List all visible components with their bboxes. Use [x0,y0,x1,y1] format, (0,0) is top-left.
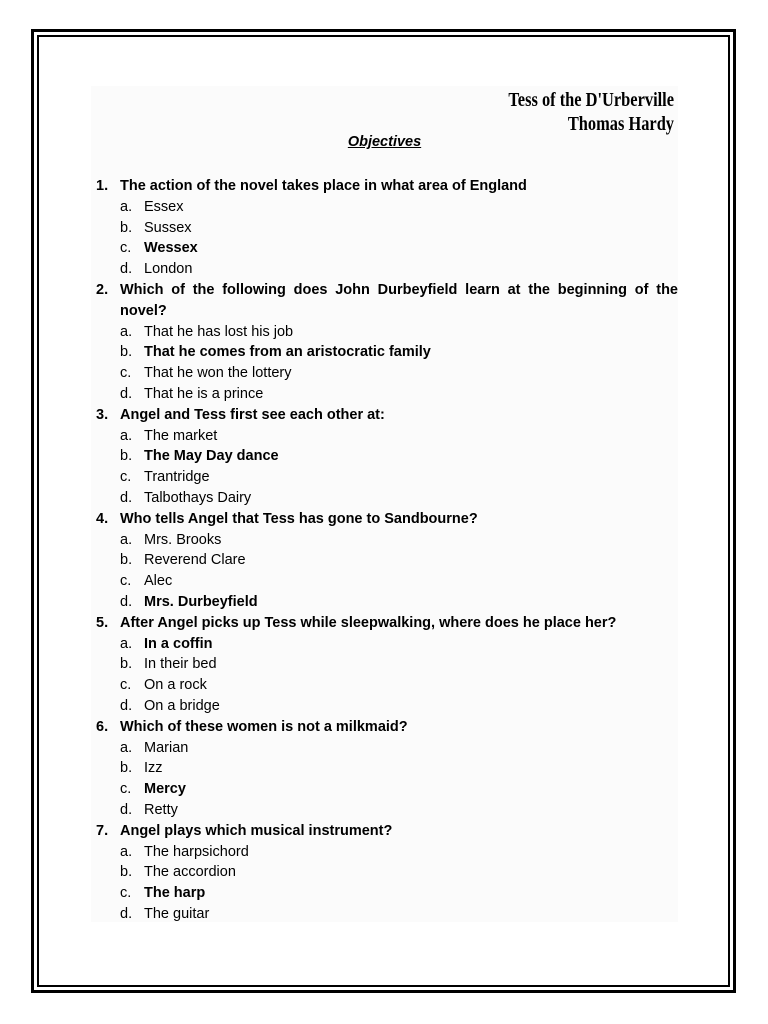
question-text: Angel plays which musical instrument? [120,822,393,839]
answer-option [91,384,678,405]
answer-option [91,842,678,863]
option-letter: b. [120,448,133,465]
option-letter: b. [120,656,133,673]
option-text: Sussex [144,219,192,236]
answer-option [91,675,678,696]
question-list [91,176,678,925]
option-letter: c. [120,240,132,257]
option-letter: a. [120,843,133,860]
option-letter: b. [120,864,133,881]
option-letter: a. [120,198,133,215]
answer-option [91,363,678,384]
option-text: Retty [144,801,178,818]
option-text: Trantridge [144,469,210,486]
question-5 [91,613,678,634]
option-letter: d. [120,905,133,922]
answer-option-correct [91,779,678,800]
option-text: Reverend Clare [144,552,246,569]
option-text: Mrs. Durbeyfield [144,593,258,610]
question-3 [91,405,678,426]
option-letter: d. [120,801,133,818]
document-content [91,86,678,922]
answer-option-correct [91,238,678,259]
option-text: Marian [144,739,189,756]
question-7 [91,821,678,842]
option-text: Izz [144,760,163,777]
option-letter: c. [120,469,132,486]
question-4 [91,509,678,530]
option-text: Mrs. Brooks [144,531,222,548]
option-letter: c. [120,885,132,902]
option-letter: c. [120,677,132,694]
option-letter: c. [120,365,132,382]
option-letter: b. [120,219,133,236]
option-letter: c. [120,781,132,798]
answer-option [91,530,678,551]
option-text: Essex [144,198,184,215]
question-number: 3. [96,406,109,423]
option-letter: b. [120,552,133,569]
option-text: London [144,261,193,278]
answer-option [91,259,678,280]
question-1 [91,176,678,197]
option-letter: d. [120,489,133,506]
option-text: Mercy [144,781,186,798]
answer-option-correct [91,446,678,467]
option-letter: c. [120,573,132,590]
option-text: The harpsichord [144,843,249,860]
answer-option [91,488,678,509]
option-letter: d. [120,593,133,610]
answer-option [91,218,678,239]
section-heading: Objectives [347,134,422,150]
question-number: 4. [96,510,109,527]
question-number: 1. [96,178,109,194]
answer-option [91,738,678,759]
question-text: Who tells Angel that Tess has gone to Sandbourne? [120,510,478,527]
question-number: 2. [96,281,109,298]
option-letter: a. [120,531,133,548]
option-text: That he is a prince [144,385,264,402]
answer-option-correct [91,592,678,613]
option-text: That he comes from an aristocratic family [144,344,431,361]
document-title: Tess of the D'Urberville [508,89,674,111]
answer-option [91,758,678,779]
answer-option [91,322,678,343]
question-6 [91,717,678,738]
option-letter: a. [120,427,133,444]
option-text: The guitar [144,905,210,922]
option-letter: b. [120,344,133,361]
option-text: The harp [144,885,206,902]
answer-option [91,696,678,717]
option-text: That he has lost his job [144,323,294,340]
option-letter: a. [120,635,133,652]
question-text: The action of the novel takes place in what area of England [120,178,527,194]
document-author: Thomas Hardy [567,113,674,135]
answer-option [91,197,678,218]
question-text: Which of the following does John Durbeyfield learn at the beginning of the novel? [120,281,678,319]
answer-option [91,571,678,592]
answer-option [91,862,678,883]
option-letter: d. [120,385,133,402]
option-text: The market [144,427,218,444]
answer-option [91,426,678,447]
option-text: In a coffin [144,635,213,652]
option-letter: a. [120,739,133,756]
question-text: Angel and Tess first see each other at: [120,406,385,423]
answer-option [91,800,678,821]
option-text: The accordion [144,864,236,881]
answer-option [91,550,678,571]
option-text: The May Day dance [144,448,279,465]
option-text: Alec [144,573,173,590]
option-text: Wessex [144,240,198,257]
answer-option-correct [91,634,678,655]
option-letter: d. [120,261,133,278]
question-text: Which of these women is not a milkmaid? [120,718,408,735]
answer-option-correct [91,883,678,904]
option-text: Talbothays Dairy [144,489,252,506]
question-text: After Angel picks up Tess while sleepwalking, where does he place her? [120,614,617,631]
option-text: On a rock [144,677,207,694]
question-2 [91,280,678,322]
answer-option [91,654,678,675]
option-text: On a bridge [144,697,220,714]
answer-option [91,904,678,925]
question-number: 7. [96,822,109,839]
option-letter: d. [120,697,133,714]
question-number: 5. [96,614,109,631]
document-header [472,88,674,136]
answer-option-correct [91,342,678,363]
option-letter: b. [120,760,133,777]
option-text: In their bed [144,656,217,673]
answer-option [91,467,678,488]
option-letter: a. [120,323,133,340]
option-text: That he won the lottery [144,365,292,382]
question-number: 6. [96,718,109,735]
